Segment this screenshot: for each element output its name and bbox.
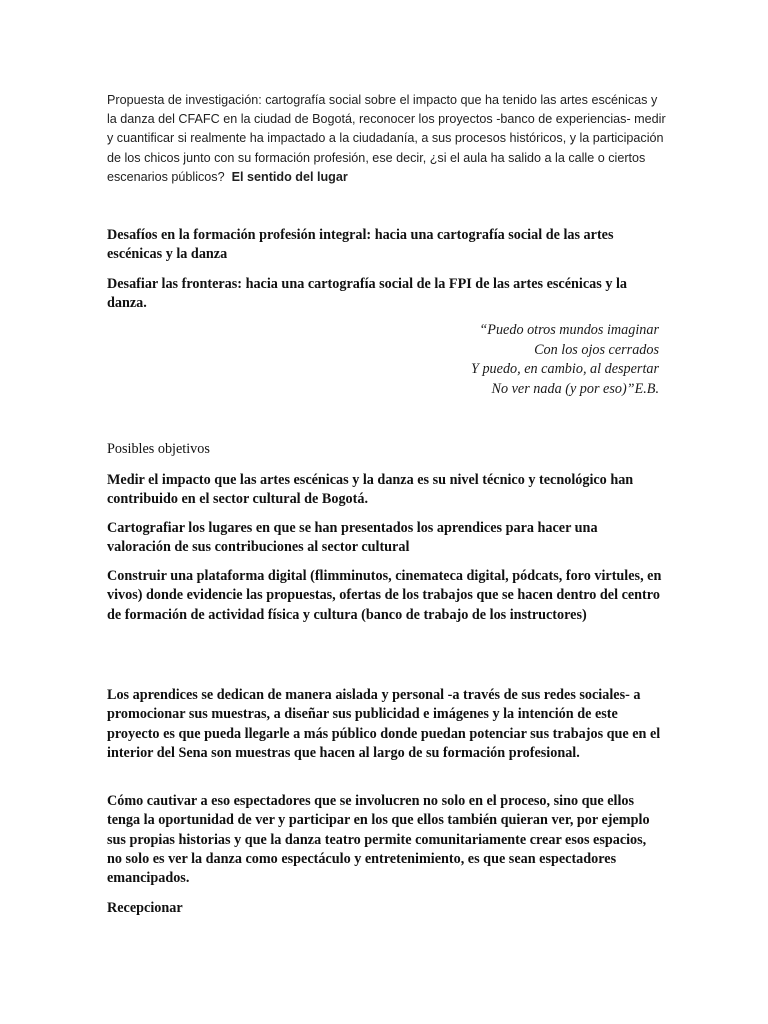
poem-quote [471, 321, 659, 399]
objective-item-2: Cartografiar los lugares en que se han presentados los aprendices para hacer una valoración de sus contribuciones al sector cultural [107, 520, 598, 556]
poem-line-2: Con los ojos cerrados [534, 341, 659, 358]
poem-line-3: Y puedo, en cambio, al despertar [471, 361, 659, 378]
intro-paragraph [107, 91, 667, 187]
body-paragraph-1: Los aprendices se dedican de manera aislada y personal -a través de sus redes sociales- a promocionar sus muestras, a diseñar sus publicidad e imágenes y la intención de este proyecto es que pueda llegarle a más público donde puedan potenciar sus trabajos que en el interior del Sena son muestras que hacen al largo de su formación profesional. [107, 687, 661, 761]
title-1: Desafíos en la formación profesión integral: hacia una cartografía social de las artes escénicas y la danza [107, 227, 614, 263]
poem-line-4: No ver nada (y por eso)”E.B. [491, 380, 659, 397]
objective-item-3: Construir una plataforma digital (flimminutos, cinemateca digital, pódcats, foro virtules, en vivos) donde evidencie las propuestas, ofertas de los trabajos que se hacen dentro del centro de formación de actividad física y cultura (banco de trabajo de los instructores) [107, 568, 662, 623]
body-paragraph-3: Recepcionar [107, 900, 183, 916]
intro-text: Propuesta de investigación: cartografía social sobre el impacto que ha tenido las artes escénicas y la danza del CFAFC en la ciudad de Bogotá, reconocer los proyectos -banco de experiencias- medir y cuantificar si realmente ha impactado a la ciudadanía, a sus procesos históricos, y la participación de los chicos junto con su formación profesión, ese decir, ¿si el aula ha salido a la calle o ciertos escenarios públicos? [107, 93, 666, 184]
body-paragraph-2: Cómo cautivar a eso espectadores que se involucren no solo en el proceso, sino que ellos tenga la oportunidad de ver y participar en los que ellos también quieran ver, por ejemplo sus propias historias y que la danza teatro permite comunitariamente crear esos espacios, no solo es ver la danza como espectáculo y entretenimiento, es que sean espectadores emancipados. [107, 793, 650, 887]
objective-item-1: Medir el impacto que las artes escénicas y la danza es su nivel técnico y tecnológico han contribuido en el sector cultural de Bogotá. [107, 472, 634, 508]
title-2: Desafiar las fronteras: hacia una cartografía social de la FPI de las artes escénicas y la danza. [107, 276, 627, 312]
objectives-heading: Posibles objetivos [107, 441, 210, 457]
intro-bold-tail: El sentido del lugar [231, 169, 348, 184]
poem-line-1: “Puedo otros mundos imaginar [479, 322, 659, 338]
